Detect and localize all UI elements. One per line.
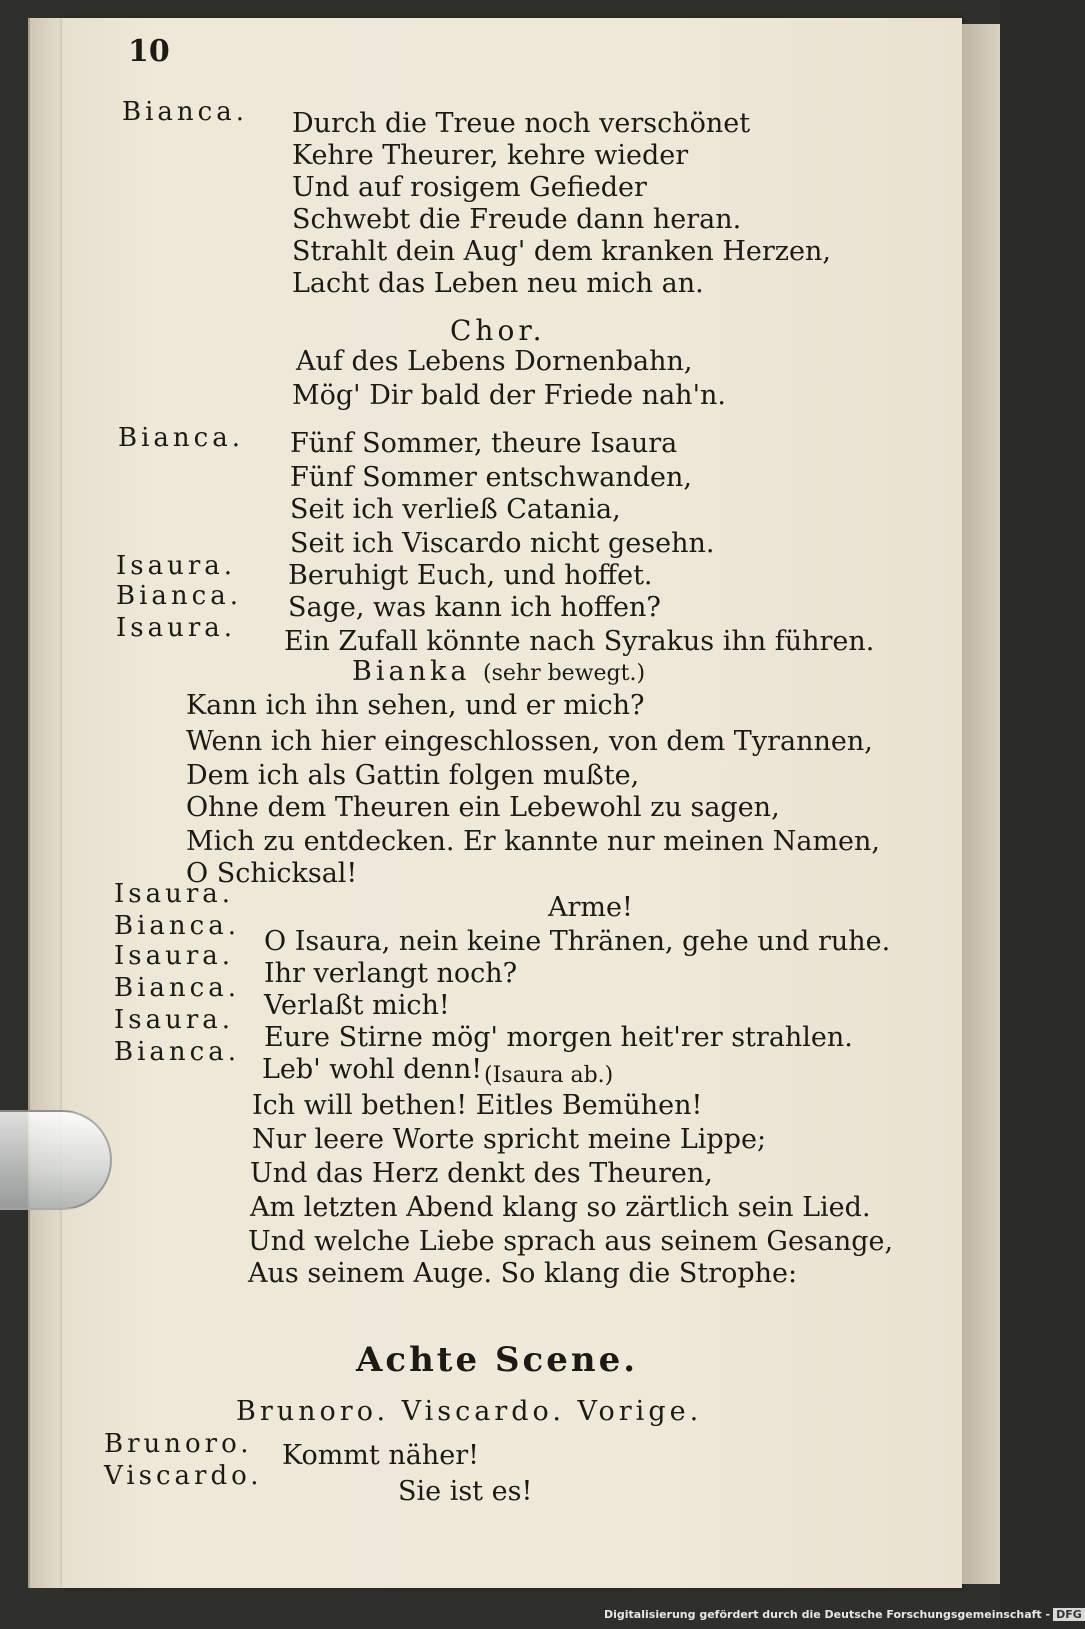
speaker-label: Bianca. [118,423,244,453]
dialogue-line: Beruhigt Euch, und hoffet. [288,560,653,591]
speaker-label: Bianca. [116,581,242,611]
dialogue-line: Arme! [548,892,633,923]
speaker-label: Bianca. [114,1037,240,1067]
dialogue-line: Ein Zufall könnte nach Syrakus ihn führen. [284,626,875,657]
verse-line: Und auf rosigem Gefieder [292,172,647,203]
verse-line: Kann ich ihn sehen, und er mich? [186,690,645,721]
speaker-label: Bianca. [114,911,240,941]
speaker-label: Brunoro. [104,1429,253,1459]
speaker-label: Isaura. [116,613,237,643]
dialogue-line: Eure Stirne mög' morgen heit'rer strahlen. [264,1022,853,1053]
character-name: Bianka [352,656,471,687]
dfg-logo: DFG [1053,1608,1085,1621]
verse-line: Strahlt dein Aug' dem kranken Herzen, [292,236,831,267]
dialogue-line: Sie ist es! [398,1476,533,1507]
speaker-label: Bianca. [114,973,240,1003]
verse-line: Auf des Lebens Dornenbahn, [296,346,693,377]
scanner-thumb-holder [0,1110,112,1210]
scene-characters: Brunoro. Viscardo. Vorige. [236,1396,703,1427]
verse-line: Und welche Liebe sprach aus seinem Gesange, [248,1226,894,1257]
verse-line: Durch die Treue noch verschönet [292,108,751,139]
facing-page-edge [962,24,1000,1584]
verse-line: Fünf Sommer entschwanden, [290,462,692,493]
speaker-label: Isaura. [114,1005,235,1035]
character-heading [352,656,645,690]
verse-line: Mög' Dir bald der Friede nah'n. [292,380,726,411]
speaker-label: Isaura. [114,941,235,971]
verse-line: Mich zu entdecken. Er kannte nur meinen Namen, [186,826,881,857]
verse-line: Seit ich Viscardo nicht gesehn. [290,528,715,559]
dialogue-line: Leb' wohl denn! [262,1054,483,1085]
verse-line: Nur leere Worte spricht meine Lippe; [252,1124,767,1155]
verse-line: Wenn ich hier eingeschlossen, von dem Tyrannen, [186,726,873,757]
speaker-label: Viscardo. [104,1461,263,1491]
page-number: 10 [128,34,170,69]
dialogue-line: O Isaura, nein keine Thränen, gehe und ruhe. [264,926,891,957]
verse-line: Ohne dem Theuren ein Lebewohl zu sagen, [186,792,780,823]
verse-line: Aus seinem Auge. So klang die Strophe: [248,1258,798,1289]
verse-line: Ich will bethen! Eitles Bemühen! [252,1090,703,1121]
verse-line: Kehre Theurer, kehre wieder [292,140,689,171]
verse-line: Schwebt die Freude dann heran. [292,204,742,235]
dialogue-line: Verlaßt mich! [264,990,450,1021]
scene-title: Achte Scene. [356,1340,639,1380]
chorus-heading: Chor. [450,314,546,347]
verse-line: Lacht das Leben neu mich an. [292,268,704,299]
stage-direction: (Isaura ab.) [484,1063,614,1088]
footer-text: Digitalisierung gefördert durch die Deutsche Forschungsgemeinschaft - [604,1608,1051,1621]
verse-line: Dem ich als Gattin folgen mußte, [186,760,640,791]
dialogue-line: Ihr verlangt noch? [264,958,518,989]
verse-line: Fünf Sommer, theure Isaura [290,428,678,459]
verse-line: Und das Herz denkt des Theuren, [250,1158,713,1189]
dialogue-line: Sage, was kann ich hoffen? [288,592,661,623]
funding-footer [604,1608,1085,1621]
speaker-label: Isaura. [114,879,235,909]
verse-line: Seit ich verließ Catania, [290,494,621,525]
verse-line: O Schicksal! [186,858,358,889]
stage-direction: (sehr bewegt.) [483,661,646,686]
speaker-label: Bianca. [122,97,248,127]
speaker-label: Isaura. [116,551,237,581]
verse-line: Am letzten Abend klang so zärtlich sein Lied. [250,1192,871,1223]
dialogue-line: Kommt näher! [282,1440,479,1471]
